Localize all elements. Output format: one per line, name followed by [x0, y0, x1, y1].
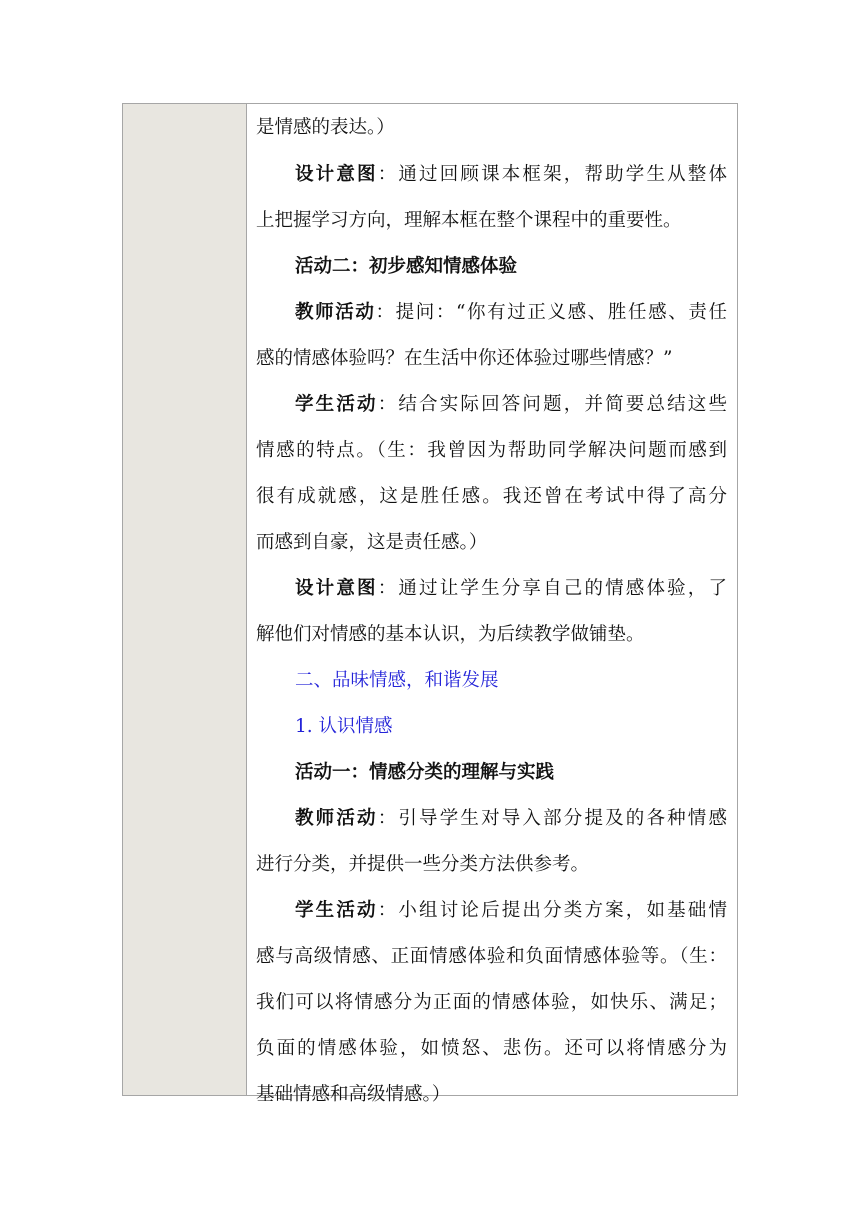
design-intent-paragraph: 设计意图：通过回顾课本框架，帮助学生从整体 — [295, 164, 727, 185]
activity-heading: 活动二：初步感知情感体验 — [295, 256, 518, 277]
student-activity-paragraph: 学生活动：结合实际回答问题，并简要总结这些 — [295, 394, 727, 415]
section-heading: 二、品味情感，和谐发展 — [295, 670, 499, 691]
text-line: 很有成就感，这是胜任感。我还曾在考试中得了高分 — [256, 486, 727, 507]
text-line: 是情感的表达。） — [256, 117, 395, 138]
design-intent-paragraph: 设计意图：通过让学生分享自己的情感体验，了 — [295, 578, 727, 599]
student-activity-paragraph: 学生活动：小组讨论后提出分类方案，如基础情 — [295, 900, 727, 921]
text-line: 负面的情感体验，如愤怒、悲伤。还可以将情感分为 — [256, 1038, 727, 1059]
table-left-column — [123, 104, 247, 1095]
teacher-activity-paragraph: 教师活动：提问：“你有过正义感、胜任感、责任 — [295, 302, 727, 323]
text-line: 感与高级情感、正面情感体验和负面情感体验等。（生： — [256, 946, 727, 967]
text-line: 解他们对情感的基本认识，为后续教学做铺垫。 — [256, 624, 645, 645]
text-line: 基础情感和高级情感。） — [256, 1084, 451, 1105]
text-line: 上把握学习方向，理解本框在整个课程中的重要性。 — [256, 210, 682, 231]
activity-heading: 活动一：情感分类的理解与实践 — [295, 762, 555, 783]
table-content-cell — [247, 104, 737, 1105]
text-line: 情感的特点。（生：我曾因为帮助同学解决问题而感到 — [256, 440, 727, 461]
text-line: 进行分类，并提供一些分类方法供参考。 — [256, 854, 590, 875]
lesson-plan-table — [122, 103, 738, 1105]
teacher-activity-paragraph: 教师活动：引导学生对导入部分提及的各种情感 — [295, 808, 727, 829]
text-line: 我们可以将情感分为正面的情感体验，如快乐、满足； — [256, 992, 727, 1013]
text-line: 而感到自豪，这是责任感。） — [256, 532, 488, 553]
subsection-heading: 1. 认识情感 — [295, 716, 393, 737]
text-line: 感的情感体验吗？在生活中你还体验过哪些情感？” — [256, 348, 673, 369]
